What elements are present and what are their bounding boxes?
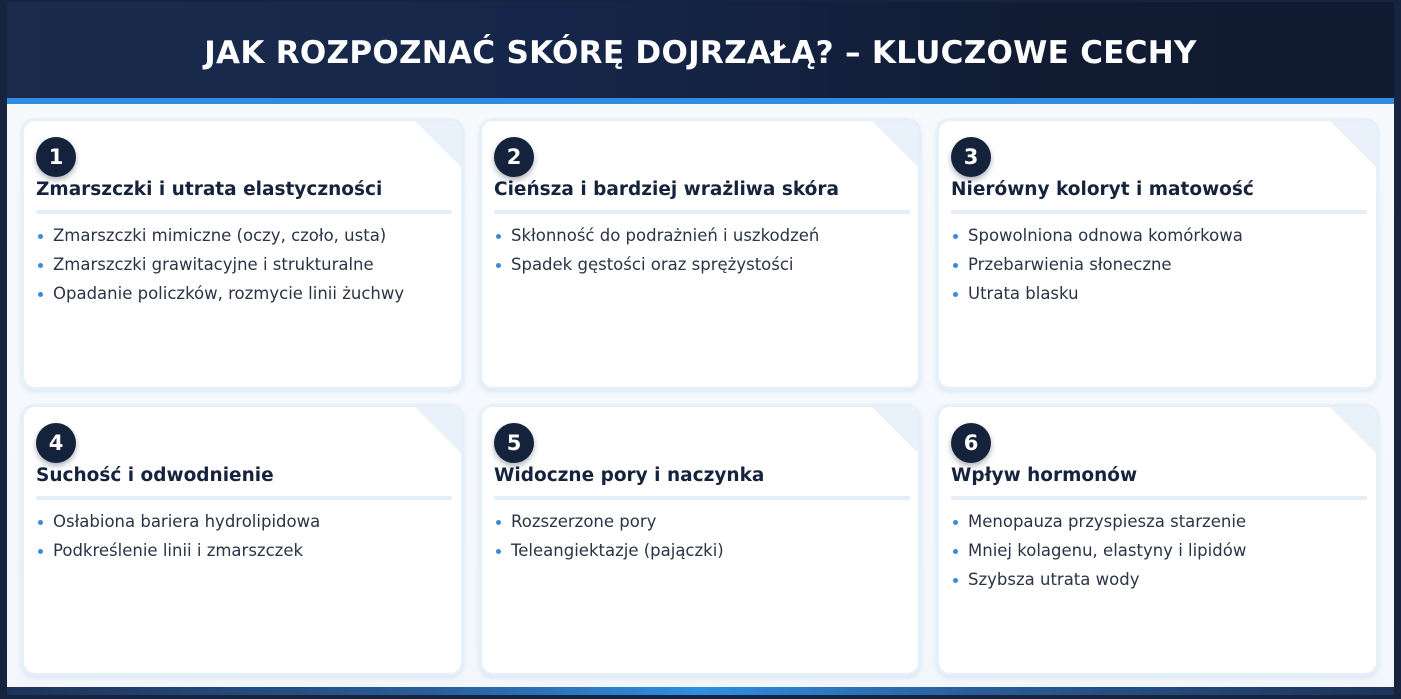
- cards-area: [7, 104, 1394, 687]
- list-item-text: Przebarwienia słoneczne: [968, 255, 1172, 274]
- list-item-text: Menopauza przyspiesza starzenie: [968, 512, 1247, 531]
- bullet-dot-icon: [953, 549, 958, 554]
- bullet-dot-icon: [496, 263, 501, 268]
- feature-card-4: [21, 404, 464, 676]
- list-item-text: Podkreślenie linii i zmarszczek: [53, 541, 304, 560]
- bullet-dot-icon: [496, 549, 501, 554]
- number-badge: 4: [36, 423, 76, 463]
- folded-corner-decoration: [870, 119, 920, 169]
- bullet-list: [494, 507, 910, 565]
- bullet-list: [36, 221, 453, 308]
- title-divider: [494, 210, 910, 214]
- list-item-text: Zmarszczki grawitacyjne i strukturalne: [53, 255, 374, 274]
- bullet-list: [494, 221, 910, 279]
- bullet-list: [951, 221, 1368, 308]
- list-item: [951, 536, 1368, 565]
- list-item: [36, 279, 453, 308]
- feature-card-1: [21, 118, 464, 390]
- card-title: Zmarszczki i utrata elastyczności: [36, 179, 383, 200]
- bullet-dot-icon: [953, 520, 958, 525]
- list-item: [36, 250, 453, 279]
- title-divider: [494, 496, 910, 500]
- number-badge: 2: [494, 137, 534, 177]
- bullet-dot-icon: [38, 263, 43, 268]
- list-item: [36, 221, 453, 250]
- list-item: [951, 507, 1368, 536]
- list-item: [494, 250, 910, 279]
- card-title: Wpływ hormonów: [951, 465, 1138, 486]
- number-badge: 5: [494, 423, 534, 463]
- list-item: [951, 221, 1368, 250]
- list-item: [36, 507, 453, 536]
- title-divider: [951, 496, 1367, 500]
- folded-corner-decoration: [413, 405, 463, 455]
- number-badge: 3: [951, 137, 991, 177]
- bullet-dot-icon: [953, 263, 958, 268]
- list-item-text: Osłabiona bariera hydrolipidowa: [53, 512, 321, 531]
- feature-card-2: [479, 118, 921, 390]
- bullet-list: [36, 507, 453, 565]
- card-title: Widoczne pory i naczynka: [494, 465, 765, 486]
- title-divider: [36, 210, 452, 214]
- list-item: [36, 536, 453, 565]
- bullet-list: [951, 507, 1368, 594]
- number-badge: 6: [951, 423, 991, 463]
- folded-corner-decoration: [413, 119, 463, 169]
- feature-card-5: [479, 404, 921, 676]
- card-title: Nierówny koloryt i matowość: [951, 179, 1254, 200]
- list-item-text: Skłonność do podrażnień i uszkodzeń: [511, 226, 820, 245]
- bullet-dot-icon: [953, 292, 958, 297]
- list-item-text: Mniej kolagenu, elastyny i lipidów: [968, 541, 1247, 560]
- bullet-dot-icon: [38, 292, 43, 297]
- bullet-dot-icon: [38, 520, 43, 525]
- list-item: [494, 221, 910, 250]
- list-item: [494, 507, 910, 536]
- list-item-text: Zmarszczki mimiczne (oczy, czoło, usta): [53, 226, 387, 245]
- feature-card-6: [936, 404, 1379, 676]
- header-banner: [7, 2, 1394, 98]
- feature-card-3: [936, 118, 1379, 390]
- list-item-text: Utrata blasku: [968, 284, 1079, 303]
- list-item-text: Rozszerzone pory: [511, 512, 657, 531]
- bullet-dot-icon: [38, 549, 43, 554]
- page-title: JAK ROZPOZNAĆ SKÓRĘ DOJRZAŁĄ? – KLUCZOWE CECHY: [204, 35, 1197, 71]
- title-divider: [951, 210, 1367, 214]
- bullet-dot-icon: [496, 234, 501, 239]
- bullet-dot-icon: [38, 234, 43, 239]
- list-item-text: Spadek gęstości oraz sprężystości: [511, 255, 794, 274]
- bottom-glow-bar: [7, 687, 1394, 695]
- card-title: Suchość i odwodnienie: [36, 465, 274, 486]
- number-badge: 1: [36, 137, 76, 177]
- folded-corner-decoration: [1328, 119, 1378, 169]
- list-item: [494, 536, 910, 565]
- bullet-dot-icon: [953, 578, 958, 583]
- title-divider: [36, 496, 452, 500]
- list-item: [951, 250, 1368, 279]
- list-item-text: Spowolniona odnowa komórkowa: [968, 226, 1243, 245]
- bullet-dot-icon: [496, 520, 501, 525]
- folded-corner-decoration: [870, 405, 920, 455]
- list-item: [951, 565, 1368, 594]
- card-title: Cieńsza i bardziej wrażliwa skóra: [494, 179, 839, 200]
- list-item-text: Opadanie policzków, rozmycie linii żuchwy: [53, 284, 405, 303]
- list-item-text: Teleangiektazje (pajączki): [511, 541, 724, 560]
- list-item-text: Szybsza utrata wody: [968, 570, 1140, 589]
- folded-corner-decoration: [1328, 405, 1378, 455]
- list-item: [951, 279, 1368, 308]
- bullet-dot-icon: [953, 234, 958, 239]
